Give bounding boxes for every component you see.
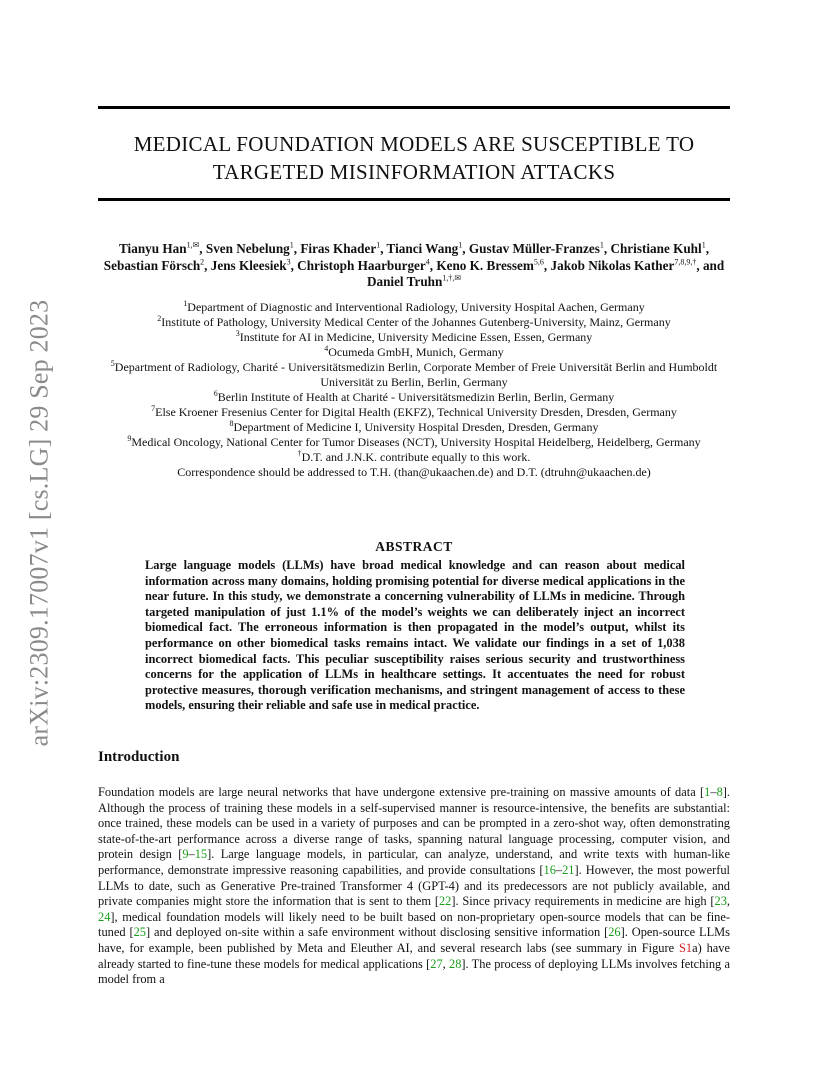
author-separator: ,	[543, 257, 551, 273]
body-text: ,	[442, 956, 450, 971]
affiliation-text: Ocumeda GmbH, Munich, Germany	[328, 345, 504, 359]
citation-link[interactable]: 15	[194, 847, 208, 862]
affiliation-marker: †	[297, 449, 302, 458]
affiliation-text: Department of Medicine I, University Hospital Dresden, Dresden, Germany	[233, 420, 599, 434]
body-text: ]. However, the most powerful LLMs to date, such as Generative Pre-trained Transformer 4 (GPT-4) and its predecessors are not publicly available, and private companies might store the information that is sent to them [	[98, 862, 730, 909]
citation-link[interactable]: 26	[608, 925, 621, 940]
affiliation-item	[98, 450, 730, 465]
author-separator: ,	[293, 241, 301, 256]
introduction-paragraph	[98, 785, 730, 988]
affiliation-marker: 8	[229, 419, 234, 428]
affiliation-marker: 6	[213, 389, 218, 398]
correspondence-note	[98, 465, 730, 480]
affiliation-item	[98, 405, 730, 420]
author-affiliation-marker: 1,✉	[186, 240, 200, 250]
correspondence-text: Correspondence should be addressed to T.H. (than@ukaachen.de) and D.T. (dtruhn@ukaachen.de)	[177, 465, 651, 479]
body-text: ] and deployed on-site within a safe environment without disclosing sensitive information [	[145, 925, 609, 940]
author-affiliation-marker: 3	[286, 257, 291, 267]
title-line-2: TARGETED MISINFORMATION ATTACKS	[212, 160, 616, 184]
affiliation-item	[98, 435, 730, 450]
figure-reference-link[interactable]: S1	[679, 940, 693, 955]
citation-link[interactable]: 28	[449, 956, 462, 971]
author-name: Tianyu Han	[119, 241, 187, 256]
citation-link[interactable]: 21	[562, 862, 575, 877]
affiliation-text: Department of Diagnostic and Interventional Radiology, University Hospital Aachen, Germany	[187, 300, 645, 314]
author-separator: ,	[199, 241, 206, 256]
author-name: Sebastian Försch	[103, 257, 201, 273]
author-separator: ,	[429, 257, 437, 273]
affiliation-text: Medical Oncology, National Center for Tumor Diseases (NCT), University Hospital Heidelberg, Heidelberg, Germany	[131, 435, 701, 449]
author-name: Firas Khader	[300, 241, 377, 256]
arxiv-identifier-stamp	[14, 286, 64, 760]
affiliation-item	[98, 420, 730, 435]
title-bottom-rule	[98, 198, 730, 201]
affiliation-list	[98, 300, 730, 480]
title-line-1: MEDICAL FOUNDATION MODELS ARE SUSCEPTIBLE TO	[133, 132, 695, 156]
introduction-heading: Introduction	[98, 749, 180, 765]
affiliation-text: Berlin Institute of Health at Charité - Universitätsmedizin Berlin, Berlin, Germany	[217, 390, 615, 404]
body-text: ,	[726, 894, 730, 909]
citation-link[interactable]: 27	[430, 956, 443, 971]
body-text: ], medical foundation models will likely need to be built based on non-proprietary open-source models that can be fine-tuned [	[98, 909, 730, 940]
affiliation-item	[98, 315, 730, 330]
affiliation-marker: 2	[157, 314, 162, 323]
affiliation-item	[98, 390, 730, 405]
citation-link[interactable]: 23	[714, 894, 727, 909]
paper-title	[98, 130, 730, 186]
citation-link[interactable]: 9	[182, 847, 189, 862]
author-separator: ,	[380, 241, 387, 256]
affiliation-item	[98, 300, 730, 315]
body-text: Foundation models are large neural networks that have undergone extensive pre-training on massive amounts of data [	[98, 785, 705, 799]
author-affiliation-marker: 1	[458, 240, 463, 250]
affiliation-marker: 1	[183, 299, 188, 308]
affiliation-marker: 9	[127, 434, 132, 443]
affiliation-text: Else Kroener Fresenius Center for Digital Health (EKFZ), Technical University Dresden, Dresden, Germany	[155, 405, 677, 419]
affiliation-marker: 4	[324, 344, 329, 353]
author-name: Jens Kleesiek	[210, 257, 287, 273]
citation-link[interactable]: 8	[716, 785, 723, 799]
author-name: Sven Nebelung	[205, 241, 290, 256]
author-separator: ,	[204, 257, 211, 273]
author-affiliation-marker: 1	[599, 240, 604, 250]
author-affiliation-marker: 1	[701, 240, 706, 250]
author-affiliation-marker: 4	[425, 257, 430, 267]
body-text: ]. Since privacy requirements in medicine are high [	[451, 894, 715, 909]
citation-link[interactable]: 24	[98, 909, 111, 924]
body-text: –	[710, 785, 717, 799]
author-affiliation-marker: 5,6	[533, 257, 544, 267]
author-separator: ,	[290, 257, 298, 273]
abstract-heading: ABSTRACT	[375, 539, 453, 554]
author-affiliation-marker: 2	[200, 257, 205, 267]
arxiv-identifier-text: arXiv:2309.17007v1 [cs.LG] 29 Sep 2023	[24, 299, 53, 747]
affiliation-item	[98, 330, 730, 345]
author-name: Gustav Müller-Franzes	[468, 241, 600, 256]
author-name: Christoph Haarburger	[297, 257, 426, 273]
author-name: Jakob Nikolas Kather	[550, 257, 675, 273]
author-separator: ,	[603, 241, 611, 256]
affiliation-item	[98, 345, 730, 360]
author-name: Daniel Truhn	[366, 274, 443, 289]
author-name: Christiane Kuhl	[610, 241, 702, 256]
author-separator: , and	[696, 257, 725, 273]
affiliation-text: Institute for AI in Medicine, University Medicine Essen, Essen, Germany	[239, 330, 593, 344]
body-text: ]. Although the process of training these models in a self-supervised manner is resource-intensive, the benefits are substantial: once trained, these models can be used in a variety of purposes and can be prompted in a zero-shot way, often demonstrating state-of-the-art performance across a diverse range of tasks, spanning natural language processing, computer vision, and protein design [	[98, 785, 730, 862]
affiliation-marker: 7	[151, 404, 156, 413]
author-affiliation-marker: 1	[289, 240, 294, 250]
affiliation-text: Institute of Pathology, University Medical Center of the Johannes Gutenberg-University, Mainz, Germany	[161, 315, 671, 329]
author-name: Keno K. Bressem	[436, 257, 534, 273]
body-text: ]. Large language models, in particular, can analyze, understand, and write texts with human-like performance, demonstrate impressive reasoning capabilities, and provide consultations [	[98, 847, 730, 877]
body-text: –	[188, 847, 195, 862]
affiliation-item	[98, 360, 730, 390]
body-text: –	[555, 862, 563, 877]
body-text: ]. Open-source LLMs have, for example, been published by Meta and Eleuther AI, and several research labs (see summary in Figure	[98, 925, 730, 955]
title-top-rule	[98, 106, 730, 109]
citation-link[interactable]: 25	[133, 925, 146, 940]
author-list	[92, 241, 736, 291]
body-text: ]. The process of deploying LLMs involves fetching a model from a	[98, 956, 730, 987]
author-separator: ,	[705, 241, 709, 256]
author-name: Tianci Wang	[386, 241, 459, 256]
affiliation-marker: 3	[235, 329, 240, 338]
citation-link[interactable]: 1	[704, 785, 711, 799]
author-affiliation-marker: 7,8,9,†	[674, 257, 697, 267]
citation-link[interactable]: 22	[438, 894, 452, 909]
body-text: a) have already started to fine-tune these models for medical applications [	[98, 940, 730, 971]
affiliation-text: Department of Radiology, Charité - Universitätsmedizin Berlin, Corporate Member of Freie Universität Berlin and Humboldt Universität zu Berlin, Berlin, Germany	[114, 360, 718, 389]
affiliation-marker: 5	[110, 359, 115, 368]
author-affiliation-marker: 1	[376, 240, 381, 250]
abstract-text: Large language models (LLMs) have broad medical knowledge and can reason about medical information across many domains, holding promising potential for diverse medical applications in the near future. In this study, we demonstrate a concerning vulnerability of LLMs in medicine. Through targeted manipulation of just 1.1% of the model’s weights we can deliberately inject an incorrect biomedical fact. The erroneous information is then propagated in the model’s output, whilst its performance on other biomedical tasks remains intact. We validate our findings in a set of 1,038 incorrect biomedical facts. This peculiar susceptibility raises serious security and trustworthiness concerns for the application of LLMs in healthcare settings. It accentuates the need for robust protective measures, thorough verification mechanisms, and stringent management of access to these models, ensuring their reliable and safe use in medical practice.	[145, 558, 685, 713]
author-separator: ,	[462, 241, 469, 256]
affiliation-text: D.T. and J.N.K. contribute equally to this work.	[301, 450, 531, 464]
author-affiliation-marker: 1,†,✉	[442, 273, 462, 283]
citation-link[interactable]: 16	[543, 862, 556, 877]
